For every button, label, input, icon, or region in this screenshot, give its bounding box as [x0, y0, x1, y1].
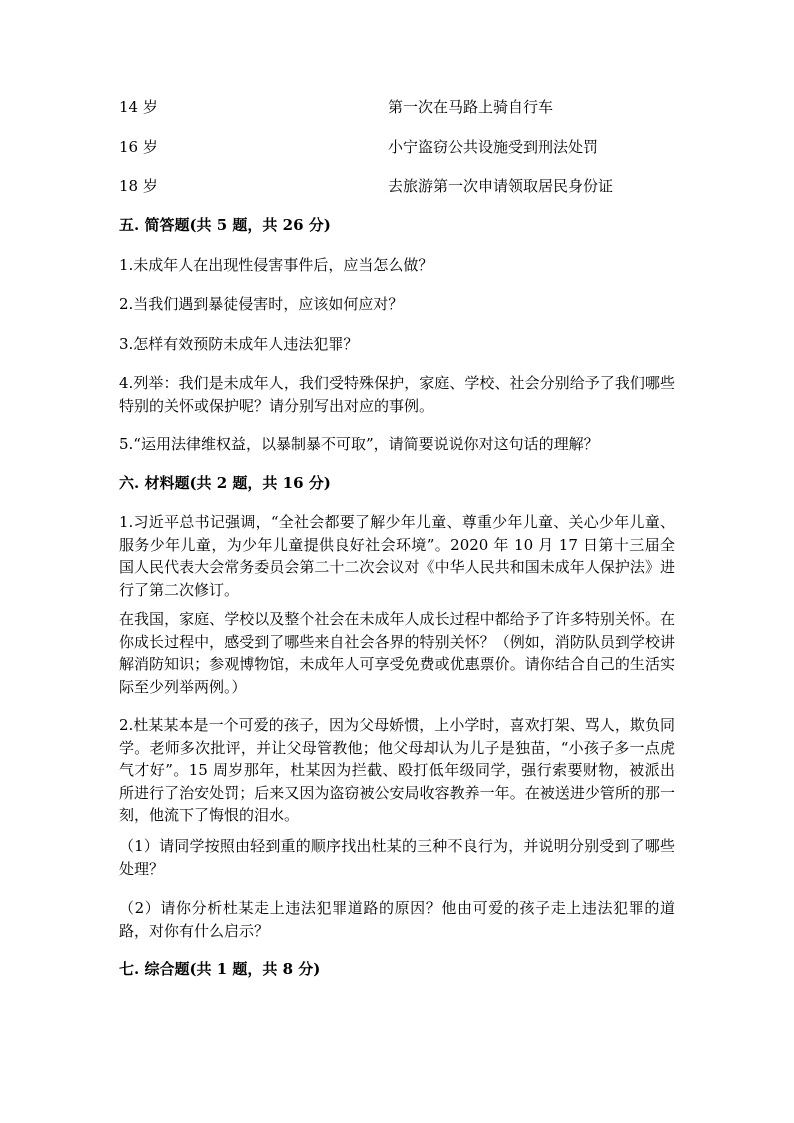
material-text: 2.杜某某本是一个可爱的孩子，因为父母娇惯，上小学时，喜欢打架、骂人，欺负同学。老师多次批评，并让父母管教他；他父母却认为儿子是独苗，“小孩子多一点虎气才好”。15 周岁那年，杜某因为拦截、殴打低年级同学，强行索要财物，被派出所进行了治安处罚；后来又因为盗窃被公安局收容教养一年。在被送进少管所的那一刻，他流下了悔恨的泪水。	[119, 716, 675, 824]
material-text: 1.习近平总书记强调，“全社会都要了解少年儿童、尊重少年儿童、关心少年儿童、服务少年儿童，为少年儿童提供良好社会环境”。2020 年 10 月 17 日第十三届全国人民代表大会常务委员会第二十二次会议对《中华人民共和国未成年人保护法》进行了第二次修订。	[119, 513, 675, 599]
timeline-age: 14 岁	[119, 98, 158, 116]
material-question: 在我国，家庭、学校以及整个社会在未成年人成长过程中都给予了许多特别关怀。在你成长过程中，感受到了哪些来自社会各界的特别关怀？（例如，消防队员到学校讲解消防知识；参观博物馆，未成年人可享受免费或优惠票价。请你结合自己的生活实际至少列举两例。）	[119, 610, 675, 696]
timeline-event: 去旅游第一次申请领取居民身份证	[388, 177, 614, 195]
timeline-row	[119, 136, 679, 158]
material-question: （1）请同学按照由轻到重的顺序找出杜某的三种不良行为，并说明分别受到了哪些处理？	[119, 837, 675, 878]
material-question: （2）请你分析杜某走上违法犯罪道路的原因？他由可爱的孩子走上违法犯罪的道路，对你有什么启示？	[119, 899, 675, 940]
question: 3.怎样有效预防未成年人违法犯罪？	[119, 335, 359, 353]
timeline-event: 第一次在马路上骑自行车	[388, 98, 554, 116]
timeline-event: 小宁盗窃公共设施受到刑法处罚	[388, 138, 599, 156]
section-heading: 五. 简答题(共 5 题，共 26 分)	[119, 216, 331, 234]
section-heading: 六. 材料题(共 2 题，共 16 分)	[119, 474, 331, 492]
question: 5.“运用法律维权益，以暴制暴不可取”，请简要说说你对这句话的理解？	[119, 435, 599, 453]
question: 4.列举：我们是未成年人，我们受特殊保护，家庭、学校、社会分别给予了我们哪些特别的关怀或保护呢？请分别写出对应的事例。	[119, 374, 675, 415]
timeline-row	[119, 175, 679, 197]
timeline-age: 18 岁	[119, 177, 158, 195]
section-heading: 七. 综合题(共 1 题，共 8 分)	[119, 960, 321, 978]
timeline-age: 16 岁	[119, 138, 158, 156]
question: 2.当我们遇到暴徒侵害时，应该如何应对？	[119, 295, 404, 313]
question: 1.未成年人在出现性侵害事件后，应当怎么做？	[119, 256, 434, 274]
timeline-row	[119, 96, 679, 118]
